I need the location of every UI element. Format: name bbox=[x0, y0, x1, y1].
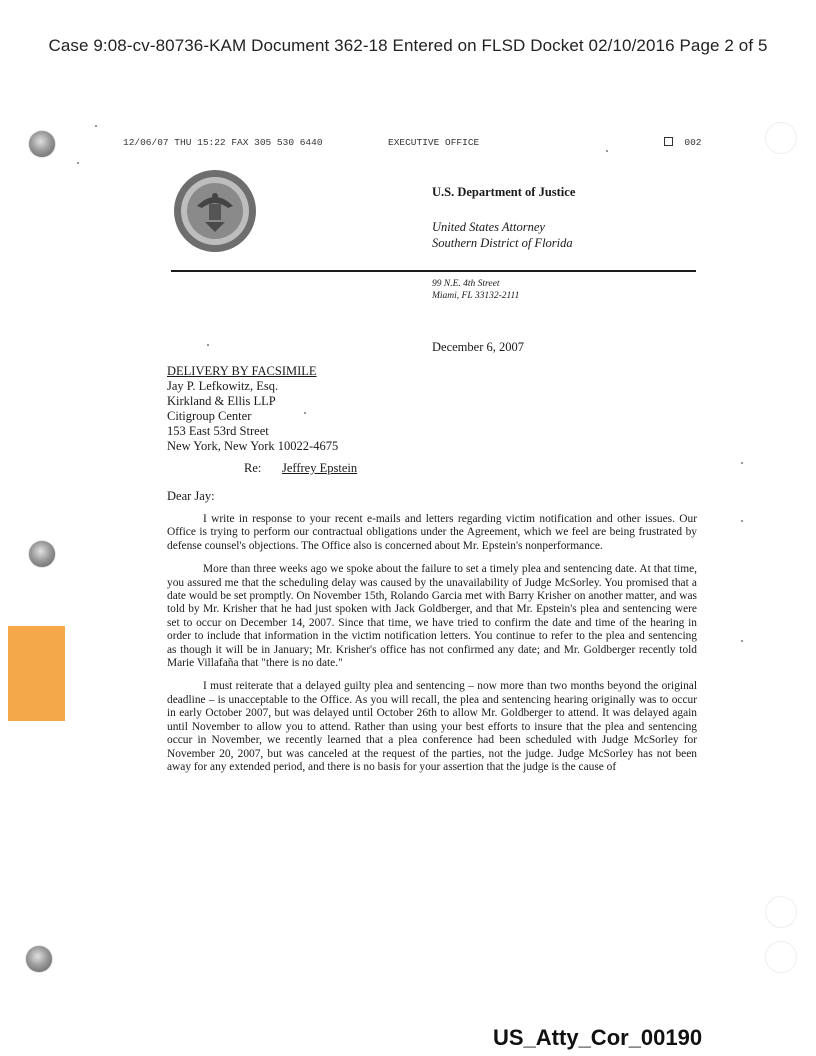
bates-number: US_Atty_Cor_00190 bbox=[493, 1025, 703, 1050]
scan-speck bbox=[207, 344, 209, 346]
body-paragraph: More than three weeks ago we spoke about the failure to set a timely plea and sentencing date. At that time, you assured me that the scheduling delay was caused by the unavailability of Judge McSorley. You promised that a date would be set promptly. On November 15th, Rolando Garcia met with Barry Krisher on another matter, and was told by Mr. Krisher that he had just spoken with Jack Goldberger, and that Mr. Epstein's plea and sentencing were set to occur on December 14, 2007. Since that time, we have tried to confirm the date and time of the hearing in order to include that information in the victim notification letters. You continue to refer to the plea and sentencing as though it will be in January; Mr. Krisher's office has not confirmed any date; and Mr. Goldberger recently told Marie Villafaña that "there is no date." bbox=[167, 563, 697, 670]
fax-header-left: 12/06/07 THU 15:22 FAX 305 530 6440 bbox=[123, 137, 323, 148]
letter-date: December 6, 2007 bbox=[432, 340, 524, 354]
recipient-street: 153 East 53rd Street bbox=[167, 424, 269, 438]
letter-body bbox=[167, 513, 697, 784]
re-subject: Jeffrey Epstein bbox=[282, 461, 358, 475]
doj-seal-icon bbox=[172, 168, 258, 254]
scan-speck bbox=[741, 520, 743, 522]
recipient-city: New York, New York 10022-4675 bbox=[167, 439, 339, 453]
scan-speck bbox=[606, 150, 608, 152]
office-address bbox=[432, 278, 519, 302]
scan-speck bbox=[77, 162, 79, 164]
recipient-block bbox=[167, 364, 338, 454]
body-paragraph: I write in response to your recent e-mails and letters regarding victim notification and other issues. Our Office is trying to perform our contractual obligations under the Agreement, which we feel are being frustrated by defense counsel's objections. The Office also is concerned about Mr. Epstein's nonperformance. bbox=[167, 513, 697, 552]
delivery-method: DELIVERY BY FACSIMILE bbox=[167, 364, 317, 378]
scan-artifact-circle bbox=[765, 896, 797, 928]
letterhead-divider bbox=[171, 270, 696, 272]
scan-artifact-circle bbox=[765, 941, 797, 973]
office-street: 99 N.E. 4th Street bbox=[432, 279, 500, 289]
fax-page-number: 002 bbox=[673, 137, 702, 148]
office-title: United States Attorney bbox=[432, 220, 545, 234]
recipient-firm: Kirkland & Ellis LLP bbox=[167, 394, 276, 408]
scan-artifact-circle bbox=[765, 122, 797, 154]
re-label: Re: bbox=[244, 461, 262, 475]
punch-hole-middle bbox=[29, 541, 55, 567]
letterhead bbox=[432, 184, 575, 251]
court-filing-header: Case 9:08-cv-80736-KAM Document 362-18 Entered on FLSD Docket 02/10/2016 Page 2 of 5 bbox=[48, 36, 768, 55]
recipient-name: Jay P. Lefkowitz, Esq. bbox=[167, 379, 279, 393]
office-district: Southern District of Florida bbox=[432, 236, 573, 250]
office-city: Miami, FL 33132-2111 bbox=[432, 291, 520, 301]
scan-speck bbox=[741, 640, 743, 642]
punch-hole-top bbox=[29, 131, 55, 157]
fax-page-box-icon bbox=[664, 137, 673, 146]
punch-hole-bottom bbox=[26, 946, 52, 972]
fax-header-center: EXECUTIVE OFFICE bbox=[388, 137, 480, 148]
department-name: U.S. Department of Justice bbox=[432, 185, 576, 199]
scan-speck bbox=[95, 125, 97, 127]
body-paragraph: I must reiterate that a delayed guilty plea and sentencing – now more than two months beyond the original deadline – is unacceptable to the Office. As you will recall, the plea and sentencing hearing originally was to occur in early October 2007, but was delayed until October 26th to allow Mr. Goldberger to attend. It was delayed again until November to allow you to attend. Rather than using your best efforts to insure that the plea and sentencing occur in November, we recently learned that a plea conference had been scheduled with Judge McSorley for November 20, 2007, but was canceled at the request of the parties, not the judge. Judge McSorley has not been away for any extended period, and there is no basis for your assertion that the judge is the cause of bbox=[167, 680, 697, 773]
scan-speck bbox=[741, 462, 743, 464]
fax-header-page bbox=[664, 137, 702, 148]
re-line bbox=[244, 461, 357, 476]
sticky-note bbox=[8, 626, 65, 721]
salutation: Dear Jay: bbox=[167, 489, 215, 503]
recipient-building: Citigroup Center bbox=[167, 409, 252, 423]
